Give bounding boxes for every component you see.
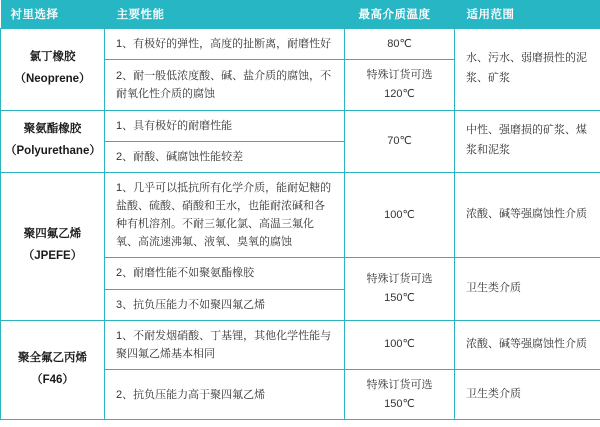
cell-performance: 2、耐磨性能不如聚氨酯橡胶 (105, 258, 345, 289)
column-header-temperature: 最高介质温度 (345, 0, 455, 28)
cell-performance: 2、耐酸、碱腐蚀性能较差 (105, 141, 345, 172)
cell-temperature (345, 369, 455, 419)
cell-performance: 3、抗负压能力不如聚四氟乙烯 (105, 289, 345, 320)
cell-range: 浓酸、碱等强腐蚀性介质 (455, 320, 600, 369)
material-name-cn: 聚全氟乙丙烯 (18, 352, 87, 365)
temperature-value: 150℃ (384, 397, 415, 410)
material-name-en: （F46） (31, 374, 74, 387)
cell-temperature: 80℃ (345, 28, 455, 60)
table-header-row (1, 0, 600, 28)
cell-performance: 1、不耐发烟硝酸、丁基锂，其他化学性能与聚四氟乙烯基本相同 (105, 320, 345, 369)
cell-material (1, 172, 105, 320)
column-header-range: 适用范围 (455, 0, 600, 28)
table-header (1, 0, 600, 28)
cell-range: 中性、强磨损的矿浆、煤浆和泥浆 (455, 110, 600, 172)
table-row (1, 28, 600, 60)
temperature-value: 150℃ (384, 292, 415, 305)
cell-temperature: 70℃ (345, 110, 455, 172)
cell-temperature: 100℃ (345, 320, 455, 369)
cell-temperature (345, 258, 455, 320)
cell-performance: 2、抗负压能力高于聚四氟乙烯 (105, 369, 345, 419)
cell-range: 卫生类介质 (455, 369, 600, 419)
cell-material (1, 320, 105, 420)
temperature-note: 特殊订货可选 (366, 378, 433, 391)
table-row (1, 110, 600, 141)
temperature-note: 特殊订货可选 (366, 273, 433, 286)
cell-performance: 1、有极好的弹性，高度的扯断离，耐磨性好 (105, 28, 345, 60)
column-header-material: 衬里选择 (1, 0, 105, 28)
table-row (1, 320, 600, 369)
cell-range: 水、污水、弱磨损性的泥浆、矿浆 (455, 28, 600, 110)
column-header-performance: 主要性能 (105, 0, 345, 28)
table-body (1, 28, 600, 420)
temperature-note: 特殊订货可选 (366, 69, 433, 82)
cell-material (1, 28, 105, 110)
material-name-en: （Neoprene） (14, 73, 91, 86)
cell-range: 卫生类介质 (455, 258, 600, 320)
material-name-cn: 氯丁橡胶 (29, 51, 76, 64)
table-row (1, 172, 600, 258)
cell-material (1, 110, 105, 172)
temperature-value: 120℃ (384, 87, 415, 100)
cell-temperature: 100℃ (345, 172, 455, 258)
material-name-en: （Polyurethane） (5, 145, 101, 158)
material-name-cn: 聚氨酯橡胶 (23, 123, 82, 136)
cell-performance: 1、具有极好的耐磨性能 (105, 110, 345, 141)
cell-performance: 1、几乎可以抵抗所有化学介质，能耐妃糖的盐酸、硫酸、硝酸和王水，也能耐浓碱和各种有机溶剂。不耐三氟化氯、高温三氟化氧、高流速沸氟、液氧、臭氧的腐蚀 (105, 172, 345, 258)
material-name-en: （JPEFE） (22, 250, 83, 263)
cell-temperature (345, 60, 455, 110)
material-name-cn: 聚四氟乙烯 (23, 228, 82, 241)
cell-range: 浓酸、碱等强腐蚀性介质 (455, 172, 600, 258)
cell-performance: 2、耐一般低浓度酸、碱、盐介质的腐蚀，不耐氧化性介质的腐蚀 (105, 60, 345, 110)
